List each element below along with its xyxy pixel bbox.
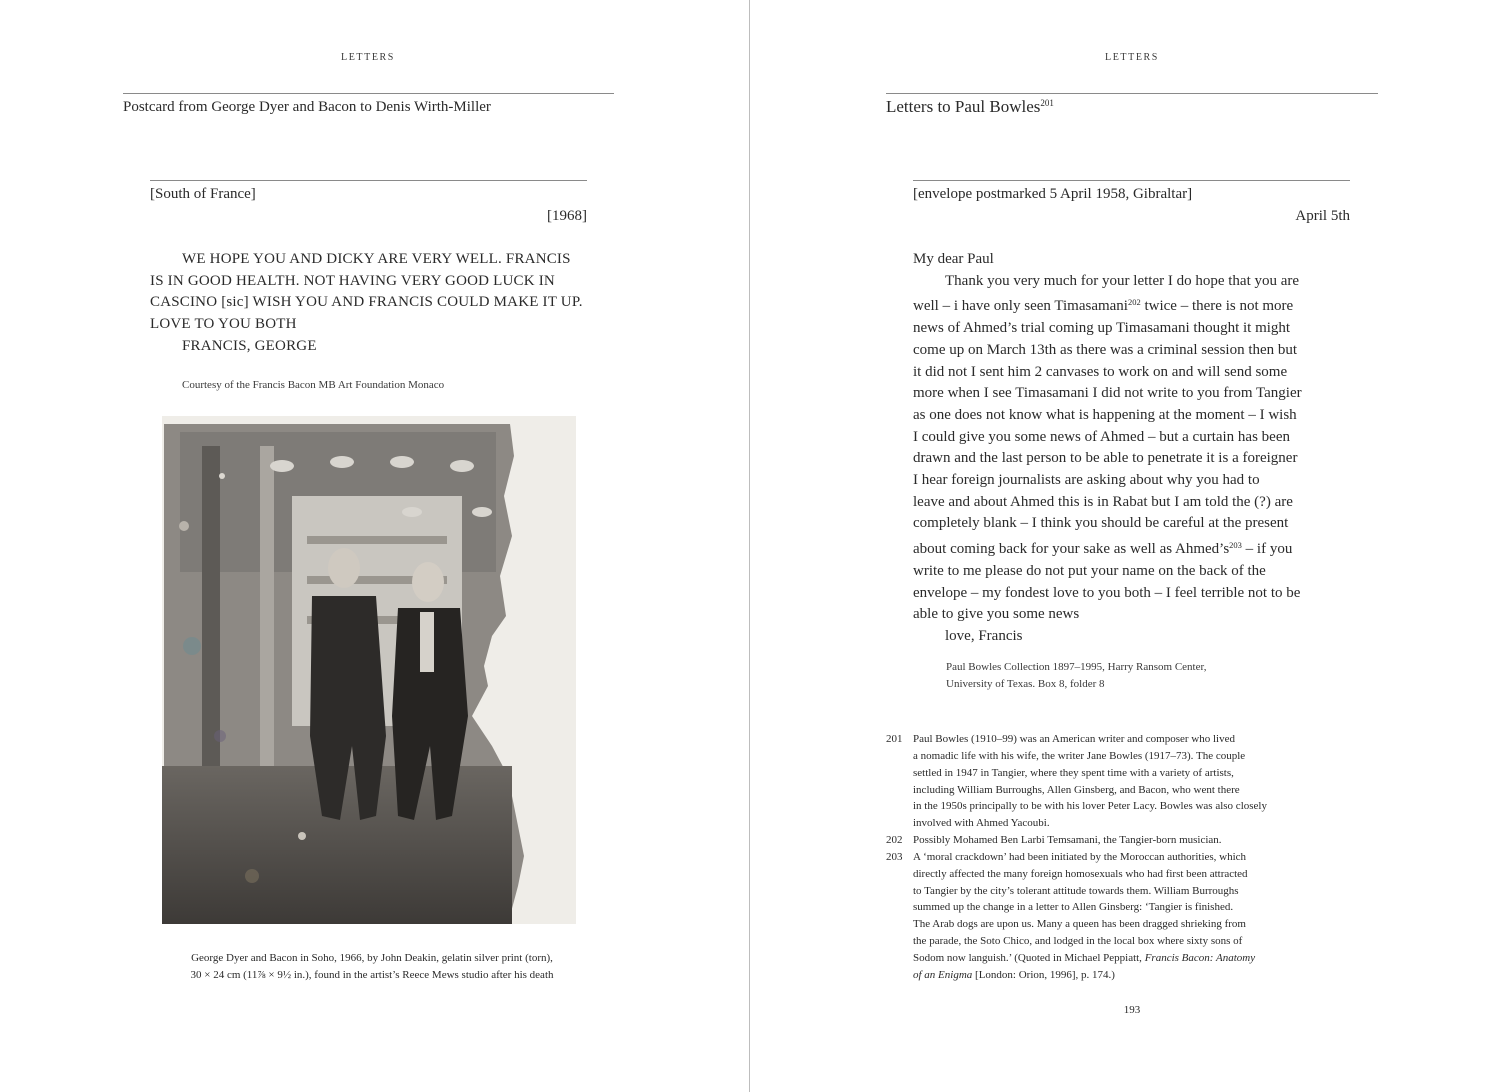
- entry-rule: [913, 180, 1350, 181]
- letter-line: as one does not know what is happening at the moment – I wish: [913, 406, 1297, 423]
- section-title: [886, 97, 1054, 117]
- footnote-text: [913, 832, 1346, 849]
- letter-line: it did not I sent him 2 canvases to work on and will send some: [913, 363, 1288, 380]
- footnote-line-text: [London: Orion, 1996], p. 174.): [972, 968, 1115, 981]
- letter-text: [913, 249, 1363, 648]
- book-title: Francis Bacon: Anatomy: [1144, 951, 1256, 964]
- letter-line: write to me please do not put your name on the back of the: [913, 562, 1266, 579]
- letter-line: able to give you some news: [913, 606, 1080, 623]
- postcard-signature: FRANCIS, GEORGE: [182, 337, 317, 354]
- caption-line: George Dyer and Bacon in Soho, 1966, by John Deakin, gelatin silver print (torn),: [191, 952, 553, 964]
- footnote-line: to Tangier by the city’s tolerant attitude towards them. William Burroughs: [913, 884, 1239, 897]
- postcard-line: LOVE TO YOU BOTH: [150, 316, 297, 333]
- footnote-line: [913, 950, 1346, 967]
- page-number: 193: [1123, 1004, 1141, 1016]
- section-title: Postcard from George Dyer and Bacon to Denis Wirth-Miller: [123, 99, 491, 115]
- footnote-line: settled in 1947 in Tangier, where they spent time with a variety of artists,: [913, 766, 1234, 779]
- footnote-line: the parade, the Soto Chico, and lodged in the local box where sixty sons of: [913, 935, 1243, 948]
- letter-line: come up on March 13th as there was a criminal session then but: [913, 341, 1298, 358]
- caption-line: 30 × 24 cm (11⅞ × 9½ in.), found in the artist’s Reece Mews studio after his death: [190, 969, 554, 981]
- footnote-line: A ‘moral crackdown’ had been initiated by the Moroccan authorities, which: [913, 850, 1247, 863]
- date-heading: April 5th: [1295, 208, 1350, 224]
- credit-line: [946, 659, 1346, 693]
- section-title-text: Letters to Paul Bowles: [886, 97, 1041, 116]
- letter-line: envelope – my fondest love to you both – I feel terrible not to be: [913, 584, 1301, 601]
- photograph-image: [162, 416, 576, 924]
- letter-line-text: twice – there is not more: [1140, 298, 1294, 315]
- credit-text: Paul Bowles Collection 1897–1995, Harry Ransom Center,: [946, 661, 1207, 673]
- letter-line-text: – if you: [1241, 541, 1293, 558]
- footnote-text: [913, 731, 1346, 832]
- book-gutter: [749, 0, 750, 1092]
- title-rule: [123, 93, 614, 94]
- footnote-line: The Arab dogs are upon us. Many a queen has been dragged shrieking from: [913, 918, 1246, 931]
- footnote-line: including William Burroughs, Allen Ginsberg, and Bacon, who went there: [913, 783, 1240, 796]
- footnote-marker: 203: [1229, 540, 1242, 551]
- letter-line: more when I see Timasamani I did not write to you from Tangier: [913, 385, 1302, 402]
- postcard-line: WE HOPE YOU AND DICKY ARE VERY WELL. FRANCIS: [182, 251, 571, 267]
- footnote-marker: 201: [1040, 98, 1054, 108]
- footnote-line: [913, 967, 1346, 984]
- place-heading: [envelope postmarked 5 April 1958, Gibraltar]: [913, 186, 1193, 202]
- footnote-text: [913, 849, 1346, 984]
- postcard-line: IS IN GOOD HEALTH. NOT HAVING VERY GOOD LUCK IN: [150, 272, 555, 289]
- footnote-line: in the 1950s principally to be with his lover Peter Lacy. Bowles was also closely: [913, 800, 1267, 813]
- credit-line: Courtesy of the Francis Bacon MB Art Foundation Monaco: [182, 379, 445, 391]
- letter-line: I hear foreign journalists are asking about why you had to: [913, 472, 1260, 489]
- letter-line-text: about coming back for your sake as well as Ahmed’s: [913, 541, 1230, 558]
- footnote-line: a nomadic life with his wife, the writer Jane Bowles (1917–73). The couple: [913, 749, 1246, 762]
- letter-line: leave and about Ahmed this is in Rabat but I am told the (?) are: [913, 493, 1293, 510]
- place-heading: [South of France]: [150, 186, 256, 202]
- salutation: My dear Paul: [913, 251, 994, 267]
- letter-line: news of Ahmed’s trial coming up Timasamani thought it might: [913, 320, 1291, 337]
- letter-line: drawn and the last person to be able to penetrate it is a foreigner: [913, 450, 1298, 467]
- letter-line: [913, 535, 1363, 561]
- credit-text: University of Texas. Box 8, folder 8: [946, 678, 1105, 690]
- footnote-number: 203: [886, 850, 903, 863]
- running-head: LETTERS: [1105, 52, 1159, 63]
- letter-line: I could give you some news of Ahmed – but a curtain has been: [913, 428, 1290, 445]
- footnotes: [886, 731, 1346, 984]
- postcard-line: CASCINO [sic] WISH YOU AND FRANCIS COULD MAKE IT UP.: [150, 294, 583, 311]
- title-rule: [886, 93, 1378, 94]
- footnote-line-text: Sodom now languish.’ (Quoted in Michael Peppiatt,: [913, 951, 1145, 964]
- left-page: [0, 0, 749, 1092]
- photo-caption: [120, 950, 624, 984]
- footnote: [886, 731, 1346, 832]
- footnote-line: Possibly Mohamed Ben Larbi Temsamani, the Tangier-born musician.: [913, 834, 1222, 847]
- running-head: LETTERS: [341, 52, 395, 63]
- footnote-line: directly affected the many foreign homosexuals who had first been attracted: [913, 867, 1248, 880]
- footnote-number: 202: [886, 834, 903, 847]
- postcard-text: [150, 249, 600, 358]
- letter-line: completely blank – I think you should be careful at the present: [913, 515, 1289, 532]
- footnote-line: involved with Ahmed Yacoubi.: [913, 817, 1050, 830]
- footnote: [886, 849, 1346, 984]
- letter-line: [913, 292, 1363, 318]
- signoff: love, Francis: [945, 627, 1023, 644]
- footnote-line: Paul Bowles (1910–99) was an American writer and composer who lived: [913, 733, 1235, 745]
- footnote-marker: 202: [1127, 297, 1141, 308]
- entry-rule: [150, 180, 587, 181]
- footnote-line: summed up the change in a letter to Allen Ginsberg: ‘Tangier is finished.: [913, 901, 1234, 914]
- book-title: of an Enigma: [913, 968, 973, 981]
- torn-photograph: [162, 416, 576, 924]
- letter-line-text: well – i have only seen Timasamani: [913, 298, 1128, 315]
- footnote-number: 201: [886, 733, 903, 745]
- footnote: [886, 832, 1346, 849]
- date-heading: [1968]: [547, 208, 587, 224]
- letter-line: Thank you very much for your letter I do hope that you are: [945, 272, 1300, 289]
